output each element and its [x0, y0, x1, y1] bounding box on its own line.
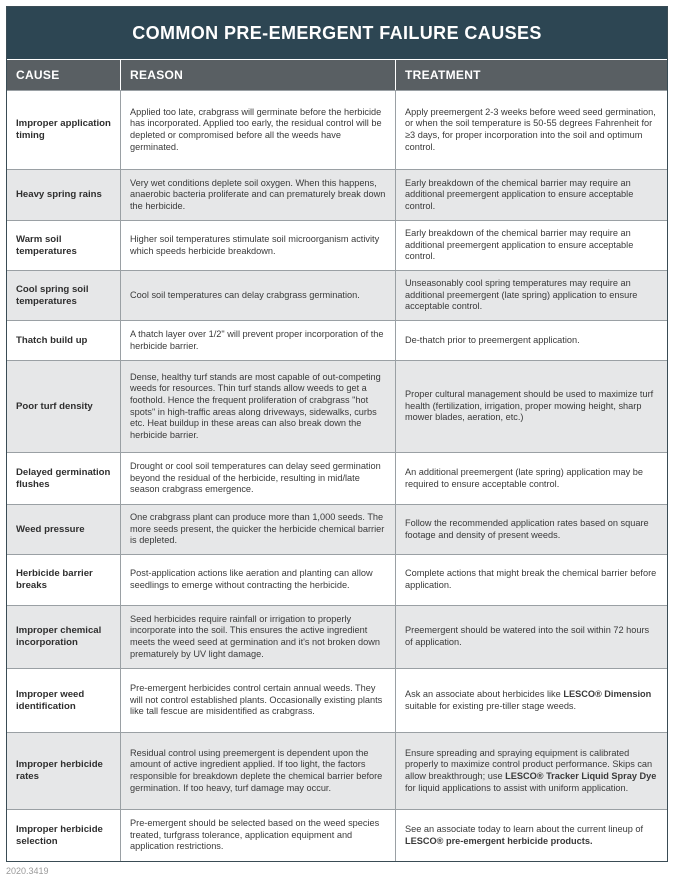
table-row [7, 732, 667, 809]
cause-cell: Weed pressure [16, 523, 85, 535]
cause-cell: Warm soil temperatures [16, 233, 77, 257]
reason-cell: Residual control using preemergent is dependent upon the amount of active ingredient applied. If too light, the factors responsible for breakdown deplete the chemical barrier before germination. If too heavy, turf damage may occur. [120, 733, 395, 809]
table-row [7, 809, 667, 861]
cause-cell: Thatch build up [16, 334, 88, 346]
reason-cell: Cool soil temperatures can delay crabgrass germination. [120, 271, 395, 320]
reason-cell: Higher soil temperatures stimulate soil microorganism activity which speeds herbicide breakdown. [120, 221, 395, 270]
treatment-cell: Follow the recommended application rates based on square footage and density of present weeds. [395, 505, 667, 554]
cause-cell: Poor turf density [16, 400, 93, 412]
header-treatment: TREATMENT [395, 60, 667, 90]
treatment-cell: Early breakdown of the chemical barrier may require an additional preemergent application to ensure acceptable control. [395, 170, 667, 220]
product-name: LESCO® Dimension [563, 688, 652, 699]
cause-cell: Heavy spring rains [16, 189, 102, 201]
treatment-cell: Preemergent should be watered into the soil within 72 hours of application. [395, 606, 667, 668]
reason-cell: Drought or cool soil temperatures can delay seed germination beyond the residual of the herbicide, resulting in mid/late season crabgrass emergence. [120, 453, 395, 504]
reason-cell: Pre-emergent should be selected based on the weed species treated, turfgrass tolerance, application equipment and application restrictions. [120, 810, 395, 861]
table-row [7, 169, 667, 220]
reason-cell: Seed herbicides require rainfall or irrigation to properly incorporate into the soil. This ensures the active ingredient meets the weed seed at germination and it's not broken down prematurely by UV light damage. [120, 606, 395, 668]
reason-cell: A thatch layer over 1/2" will prevent proper incorporation of the herbicide barrier. [120, 321, 395, 360]
table-row [7, 452, 667, 504]
table-row [7, 220, 667, 270]
product-name: LESCO® pre-emergent herbicide products. [405, 835, 593, 846]
cause-cell: Delayed germination flushes [16, 466, 111, 490]
treatment-cell: Early breakdown of the chemical barrier may require an additional preemergent application to ensure acceptable control. [395, 221, 667, 270]
treatment-cell: De-thatch prior to preemergent application. [395, 321, 667, 360]
reason-cell: Dense, healthy turf stands are most capable of out-competing weeds for resources. Thin turf stands allow weeds to get a foothold. Hence the frequent proliferation of crabgrass "hot spots" in high-traffic areas along driveways, sidewalks, curbs etc. Heat buildup in these areas can also break down the herbicide barrier. [120, 361, 395, 452]
page-title: COMMON PRE-EMERGENT FAILURE CAUSES [7, 7, 667, 60]
table-row [7, 320, 667, 360]
treatment-cell: An additional preemergent (late spring) application may be required to ensure acceptable control. [395, 453, 667, 504]
cause-cell: Improper application timing [16, 118, 111, 141]
treatment-cell: Ensure spreading and spraying equipment is calibrated properly to maximize control product performance. Skips can allow breakthrough; use LESCO® Tracker Liquid Spray Dye for liquid applications to assist with uniform application. [395, 733, 667, 809]
document-code: 2020.3419 [6, 866, 49, 876]
reason-cell: Post-application actions like aeration and planting can allow seedlings to emerge without contracting the herbicide. [120, 555, 395, 605]
table-row [7, 605, 667, 668]
table-row [7, 90, 667, 169]
cause-cell: Herbicide barrier breaks [16, 568, 93, 591]
reason-cell: One crabgrass plant can produce more than 1,000 seeds. The more seeds present, the quicker the herbicide chemical barrier is depleted. [120, 505, 395, 554]
cause-cell: Cool spring soil temperatures [16, 283, 89, 307]
treatment-cell: Unseasonably cool spring temperatures may require an additional preemergent (late spring) application to ensure acceptable control. [395, 271, 667, 320]
header-reason: REASON [120, 60, 395, 90]
table-row [7, 504, 667, 554]
treatment-cell: See an associate today to learn about the current lineup of LESCO® pre-emergent herbicide products. [395, 810, 667, 861]
cause-cell: Improper herbicide rates [16, 759, 103, 782]
cause-cell: Improper chemical incorporation [16, 625, 102, 648]
treatment-cell: Complete actions that might break the chemical barrier before application. [395, 555, 667, 605]
failure-causes-table [6, 6, 668, 862]
table-header [7, 60, 667, 90]
reason-cell: Applied too late, crabgrass will germinate before the herbicide has incorporated. Applied too early, the residual control will be depleted or compromised before all the weeds have germinated. [120, 91, 395, 169]
treatment-cell: Apply preemergent 2-3 weeks before weed seed germination, or when the soil temperature is 50-55 degrees Fahrenheit for ≥3 days, for proper incorporation into the soil and optimum control. [395, 91, 667, 169]
table-row [7, 668, 667, 732]
header-cause: CAUSE [16, 68, 60, 82]
table-row [7, 554, 667, 605]
treatment-cell: Proper cultural management should be used to maximize turf health (fertilization, irrigation, proper mowing height, sharp mower blades, aeration, etc.) [395, 361, 667, 452]
reason-cell: Pre-emergent herbicides control certain annual weeds. They will not control established plants. Occasionally existing plants like tall fescue are misidentified as crabgrass. [120, 669, 395, 732]
table-row [7, 270, 667, 320]
cause-cell: Improper weed identification [16, 688, 85, 712]
product-name: LESCO® Tracker Liquid Spray Dye [505, 771, 657, 781]
cause-cell: Improper herbicide selection [16, 823, 103, 847]
table-row [7, 360, 667, 452]
treatment-cell: Ask an associate about herbicides like LESCO® Dimension suitable for existing pre-tiller stage weeds. [395, 669, 667, 732]
reason-cell: Very wet conditions deplete soil oxygen. When this happens, anaerobic bacteria proliferate and can prematurely break down the herbicide. [120, 170, 395, 220]
